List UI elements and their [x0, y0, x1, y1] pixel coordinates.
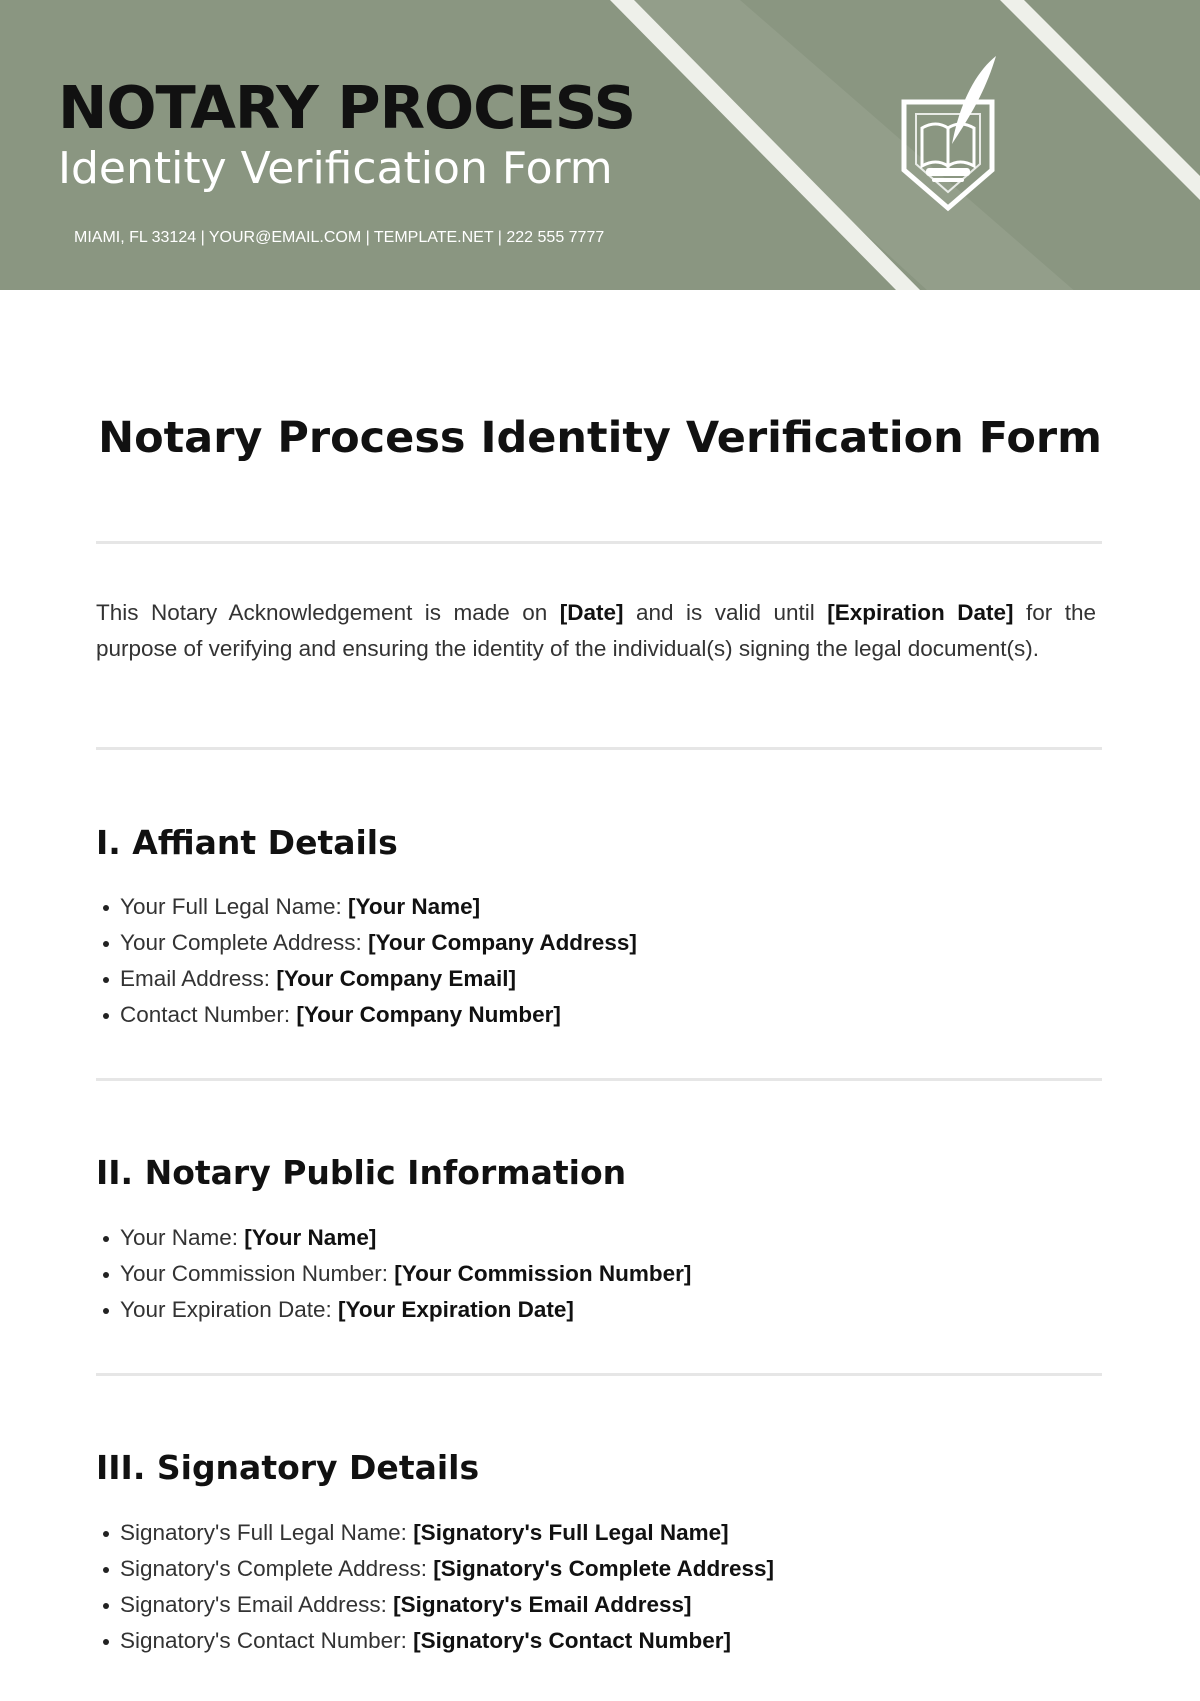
list-item	[96, 889, 637, 925]
item-label: Your Full Legal Name:	[120, 894, 349, 919]
intro-text: and is valid until	[623, 600, 828, 625]
divider	[96, 1373, 1102, 1376]
item-label: Your Expiration Date:	[120, 1297, 339, 1322]
item-value: [Signatory's Email Address]	[393, 1592, 692, 1617]
intro-paragraph	[96, 595, 1096, 667]
item-label: Signatory's Contact Number:	[120, 1628, 414, 1653]
divider	[96, 541, 1102, 544]
header-subtitle: Identity Verification Form	[58, 143, 613, 194]
list-item	[96, 1515, 774, 1551]
notary-public-list	[96, 1220, 691, 1328]
item-value: [Your Expiration Date]	[338, 1297, 574, 1322]
section-title-affiant: I. Affiant Details	[96, 823, 398, 862]
item-label: Signatory's Complete Address:	[120, 1556, 434, 1581]
item-value: [Your Company Address]	[368, 930, 637, 955]
list-item	[96, 1587, 774, 1623]
item-label: Signatory's Email Address:	[120, 1592, 394, 1617]
item-label: Email Address:	[120, 966, 277, 991]
item-label: Your Commission Number:	[120, 1261, 395, 1286]
list-item	[96, 1551, 774, 1587]
item-value: [Your Company Number]	[296, 1002, 561, 1027]
item-value: [Your Commission Number]	[394, 1261, 692, 1286]
affiant-details-list	[96, 889, 637, 1033]
document-title: Notary Process Identity Verification Form	[98, 413, 1102, 463]
divider	[96, 1078, 1102, 1081]
section-title-signatory: III. Signatory Details	[96, 1448, 480, 1487]
item-label: Signatory's Full Legal Name:	[120, 1520, 414, 1545]
item-value: [Signatory's Complete Address]	[433, 1556, 775, 1581]
list-item	[96, 1623, 774, 1659]
item-value: [Signatory's Contact Number]	[413, 1628, 732, 1653]
intro-expiration-placeholder: [Expiration Date]	[827, 600, 1014, 625]
item-label: Contact Number:	[120, 1002, 297, 1027]
header-contact: MIAMI, FL 33124 | YOUR@EMAIL.COM | TEMPLATE.NET | 222 555 7777	[74, 229, 605, 246]
item-value: [Your Company Email]	[276, 966, 516, 991]
divider	[96, 747, 1102, 750]
intro-text: for the purpose of verifying and ensuring the identity of the individual(s) signing the legal document(s).	[96, 600, 1096, 661]
item-label: Your Name:	[120, 1225, 245, 1250]
item-label: Your Complete Address:	[120, 930, 369, 955]
intro-text: This Notary Acknowledgement is made on	[96, 600, 560, 625]
section-title-notary-public: II. Notary Public Information	[96, 1153, 627, 1192]
item-value: [Your Name]	[348, 894, 481, 919]
list-item	[96, 1292, 691, 1328]
signatory-details-list	[96, 1515, 774, 1659]
item-value: [Signatory's Full Legal Name]	[413, 1520, 729, 1545]
item-value: [Your Name]	[244, 1225, 377, 1250]
header-banner	[0, 0, 1200, 290]
header-title: NOTARY PROCESS	[58, 73, 636, 142]
list-item	[96, 961, 637, 997]
list-item	[96, 997, 637, 1033]
list-item	[96, 925, 637, 961]
list-item	[96, 1256, 691, 1292]
list-item	[96, 1220, 691, 1256]
intro-date-placeholder: [Date]	[559, 600, 624, 625]
quill-book-shield-icon	[896, 52, 1006, 212]
